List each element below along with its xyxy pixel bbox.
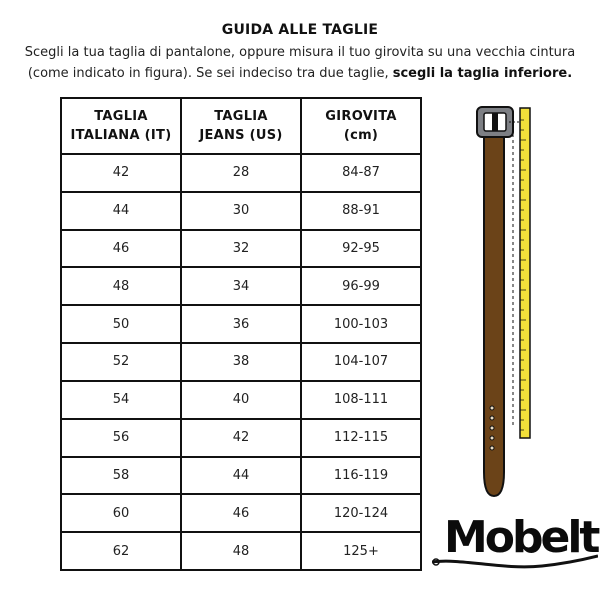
table-row: [61, 305, 421, 343]
cell-jeans: 42: [181, 419, 301, 457]
cell-jeans: 28: [181, 154, 301, 192]
intro-emphasis: scegli la taglia inferiore.: [392, 66, 573, 81]
cell-italian: 60: [61, 494, 181, 532]
intro-line-2: (come indicato in figura). Se sei indeciso tra due taglie,: [27, 66, 393, 81]
belt-strap: [484, 134, 504, 496]
cell-jeans: 48: [181, 532, 301, 570]
cell-jeans: 40: [181, 381, 301, 419]
cell-jeans: 36: [181, 305, 301, 343]
table-row: [61, 230, 421, 268]
table-row: [61, 419, 421, 457]
header-jeans-size: [181, 98, 301, 154]
cell-jeans: 34: [181, 267, 301, 305]
page-title: GUIDA ALLE TAGLIE: [221, 22, 379, 38]
table-row: [61, 457, 421, 495]
table-header-row: [61, 98, 421, 154]
cell-jeans: 44: [181, 457, 301, 495]
header-waist-line2: (cm): [343, 128, 379, 143]
cell-italian: 62: [61, 532, 181, 570]
cell-italian: 42: [61, 154, 181, 192]
intro-text: [14, 42, 586, 84]
measuring-tape-icon: [520, 108, 530, 438]
header-jeans-line1: TAGLIA: [214, 109, 268, 124]
cell-jeans: 32: [181, 230, 301, 268]
cell-italian: 52: [61, 343, 181, 381]
cell-italian: 58: [61, 457, 181, 495]
cell-waist: 100-103: [301, 305, 421, 343]
table-row: [61, 532, 421, 570]
cell-italian: 48: [61, 267, 181, 305]
table-row: [61, 494, 421, 532]
cell-italian: 46: [61, 230, 181, 268]
brand-logo-swoosh: [432, 510, 598, 580]
cell-waist: 125+: [301, 532, 421, 570]
table-row: [61, 154, 421, 192]
table-row: [61, 192, 421, 230]
header-italian-line2: ITALIANA (IT): [70, 128, 172, 143]
belt-measuring-illustration: [465, 100, 545, 500]
cell-italian: 56: [61, 419, 181, 457]
cell-waist: 88-91: [301, 192, 421, 230]
header-italian-size: [61, 98, 181, 154]
cell-waist: 104-107: [301, 343, 421, 381]
cell-jeans: 46: [181, 494, 301, 532]
intro-line-1: Scegli la tua taglia di pantalone, oppure misura il tuo girovita su una vecchia cintura: [24, 45, 576, 60]
cell-waist: 112-115: [301, 419, 421, 457]
table-row: [61, 343, 421, 381]
cell-waist: 108-111: [301, 381, 421, 419]
cell-waist: 92-95: [301, 230, 421, 268]
cell-italian: 50: [61, 305, 181, 343]
header-waist: [301, 98, 421, 154]
cell-jeans: 38: [181, 343, 301, 381]
size-table: [60, 97, 422, 571]
cell-italian: 54: [61, 381, 181, 419]
brand-logo-text: Mobelt: [444, 512, 598, 563]
header-jeans-line2: JEANS (US): [199, 128, 283, 143]
brand-logo: [432, 510, 598, 580]
buckle-icon: [477, 107, 513, 137]
header-italian-line1: TAGLIA: [94, 109, 148, 124]
header-waist-line1: GIROVITA: [325, 109, 397, 124]
cell-waist: 96-99: [301, 267, 421, 305]
cell-waist: 120-124: [301, 494, 421, 532]
cell-italian: 44: [61, 192, 181, 230]
cell-waist: 84-87: [301, 154, 421, 192]
table-row: [61, 267, 421, 305]
cell-jeans: 30: [181, 192, 301, 230]
table-row: [61, 381, 421, 419]
cell-waist: 116-119: [301, 457, 421, 495]
